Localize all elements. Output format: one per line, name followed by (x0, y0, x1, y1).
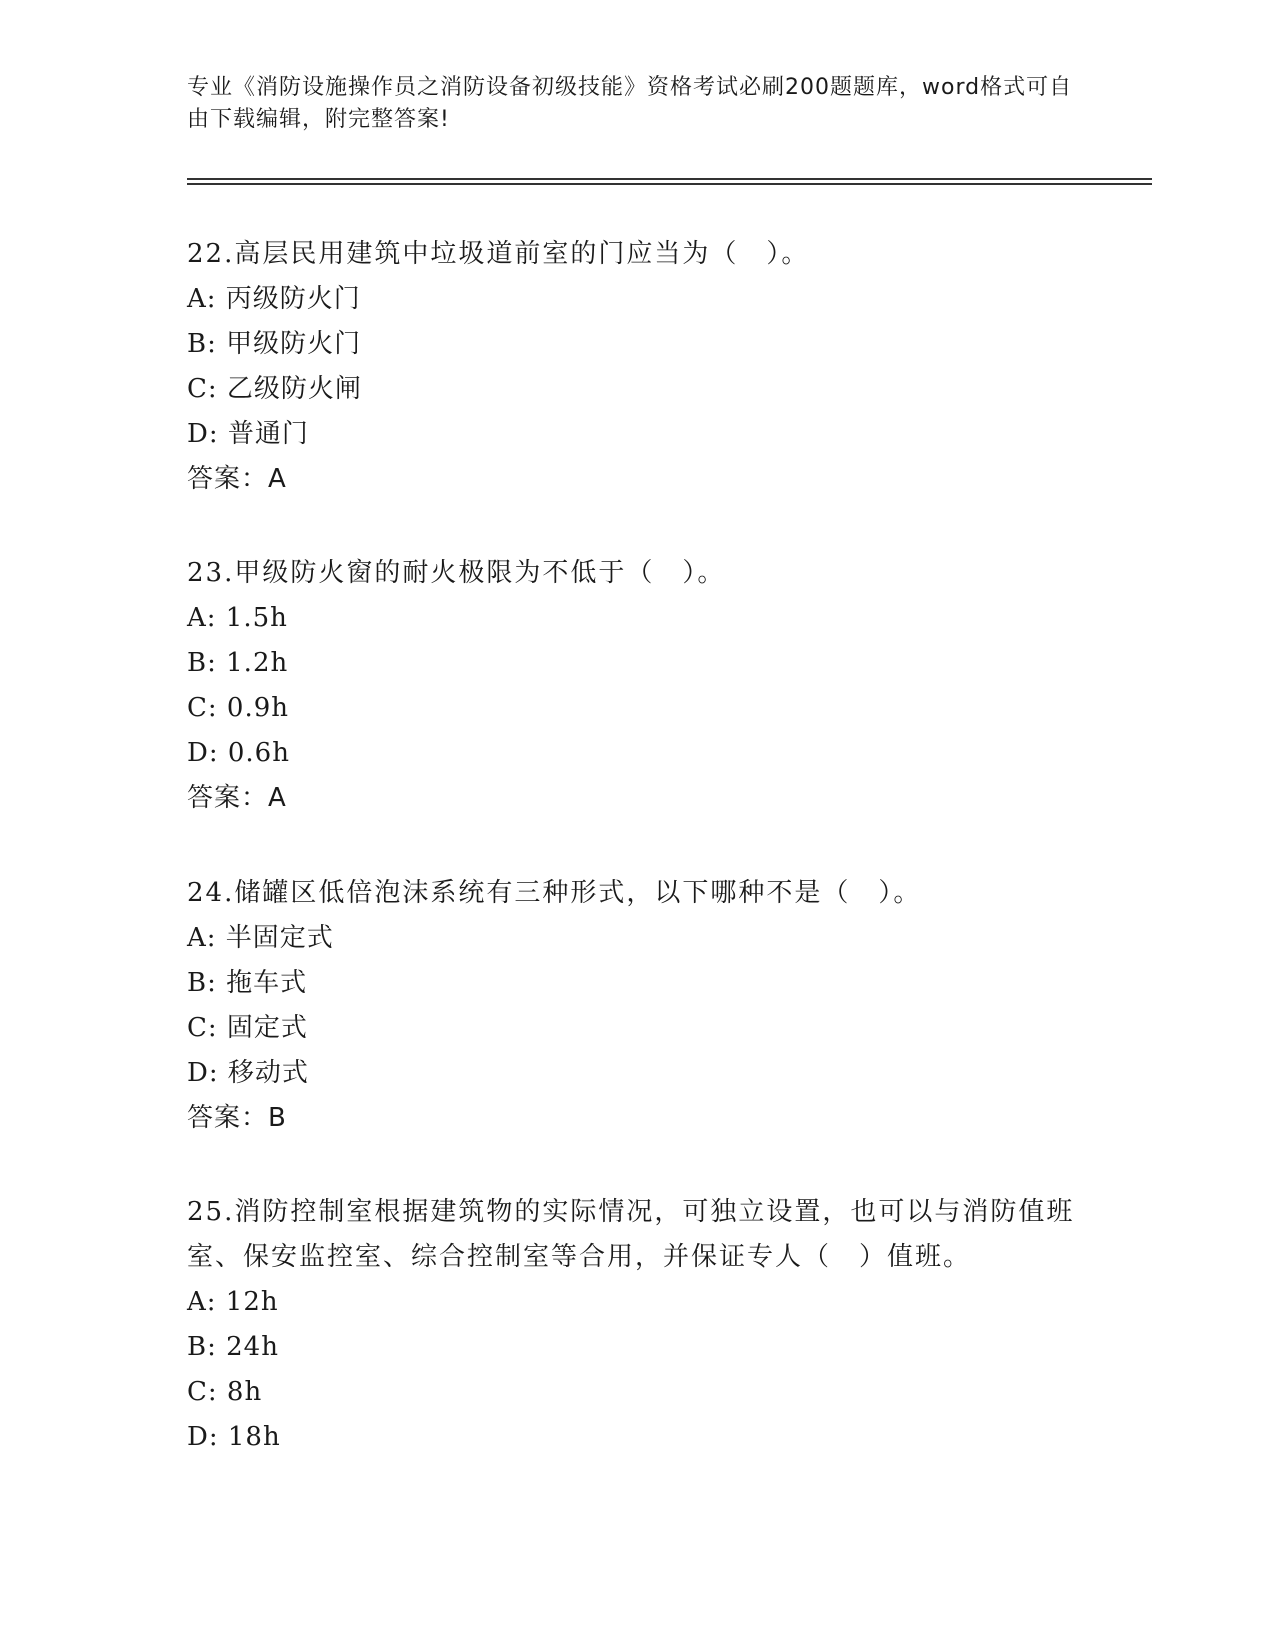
question-24 (187, 871, 1087, 1141)
option-b: B: 甲级防火门 (187, 329, 362, 359)
answer: 答案：A (187, 464, 287, 494)
question-23 (187, 551, 1087, 821)
question-22 (187, 232, 1087, 502)
header-divider-top (187, 178, 1152, 180)
option-a: A: 半固定式 (187, 923, 334, 953)
answer: 答案：B (187, 1103, 287, 1133)
option-c: C: 固定式 (187, 1013, 308, 1043)
option-b: B: 24h (187, 1332, 279, 1362)
option-d: D: 18h (187, 1422, 281, 1452)
option-a: A: 丙级防火门 (187, 284, 361, 314)
question-text: 24.储罐区低倍泡沫系统有三种形式，以下哪种不是（ ）。 (187, 878, 922, 908)
header-title: 专业《消防设施操作员之消防设备初级技能》资格考试必刷200题题库，word格式可自由下载编辑，附完整答案! (187, 75, 1073, 132)
question-text: 23.甲级防火窗的耐火极限为不低于（ ）。 (187, 558, 726, 588)
option-c: C: 8h (187, 1377, 263, 1407)
option-a: A: 1.5h (187, 603, 288, 633)
option-d: D: 0.6h (187, 738, 290, 768)
option-d: D: 移动式 (187, 1058, 309, 1088)
option-c: C: 乙级防火闸 (187, 374, 362, 404)
option-d: D: 普通门 (187, 419, 309, 449)
question-text: 25.消防控制室根据建筑物的实际情况，可独立设置，也可以与消防值班室、保安监控室、综合控制室等合用，并保证专人（ ）值班。 (187, 1197, 1075, 1272)
question-text: 22.高层民用建筑中垃圾道前室的门应当为（ ）。 (187, 239, 810, 269)
option-b: B: 1.2h (187, 648, 289, 678)
option-c: C: 0.9h (187, 693, 290, 723)
question-25 (187, 1190, 1087, 1460)
document-header (187, 72, 1087, 136)
header-divider-bottom (187, 183, 1152, 185)
option-b: B: 拖车式 (187, 968, 308, 998)
answer: 答案：A (187, 783, 287, 813)
option-a: A: 12h (187, 1287, 279, 1317)
